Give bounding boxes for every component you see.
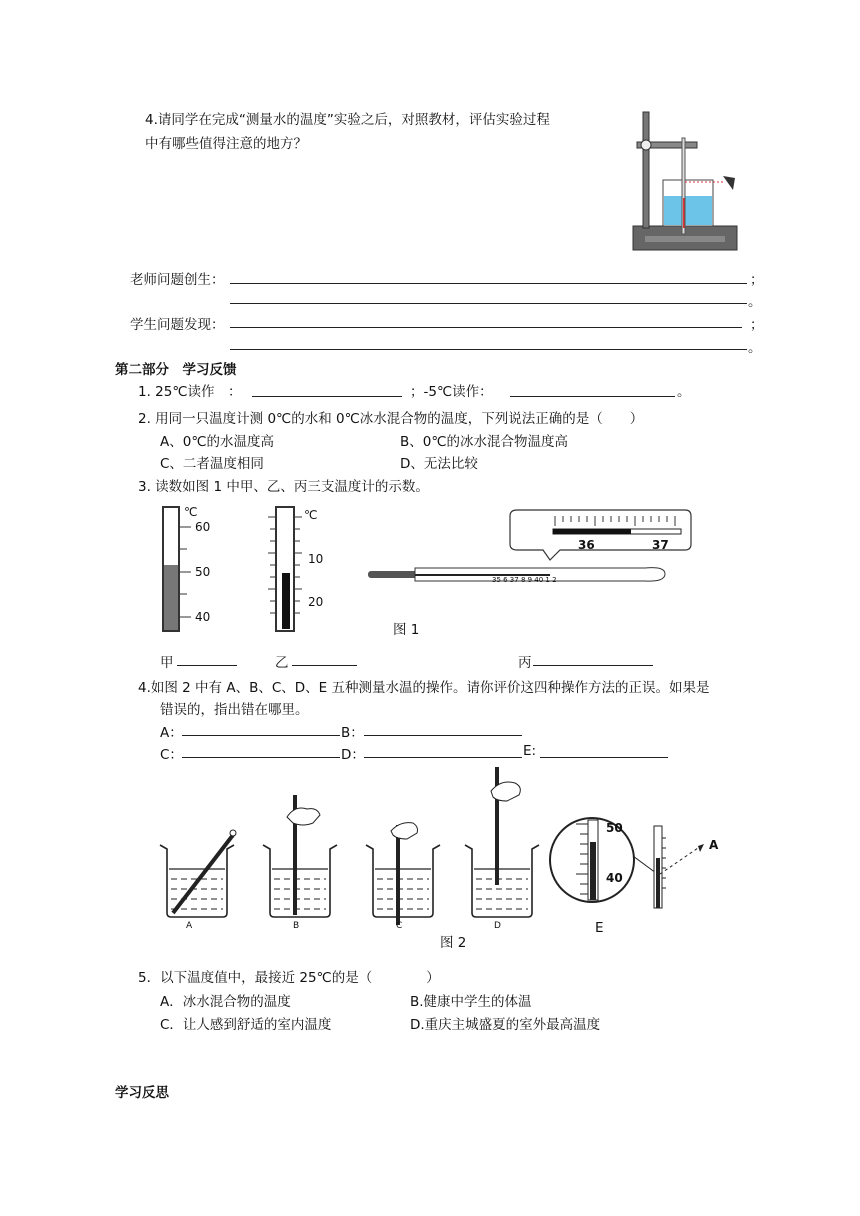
thermometer-yi (262, 505, 322, 635)
q3-jia-label: 甲 (160, 655, 174, 671)
teacher-question-label: 老师问题创生： (130, 272, 225, 288)
q2-option-a: A、0℃的水温度高 (160, 434, 274, 450)
q4-top-line1: 4.请同学在完成“测量水的温度”实验之后，对照教材，评估实验过程 (145, 112, 550, 128)
q5-stem: 5．以下温度值中，最接近 25℃的是（ ） (138, 970, 440, 986)
q4-a-answer-line[interactable] (182, 735, 340, 736)
t2-tick-10: 10 (308, 552, 324, 566)
q4-b-answer-line[interactable] (364, 735, 522, 736)
teacher-answer-line-2[interactable] (230, 303, 747, 304)
q4-e-label: E: (523, 743, 537, 759)
q4-d-label: D： (341, 747, 365, 763)
beaker-label-c: C (396, 921, 403, 931)
t3-zoom-37: 37 (652, 538, 669, 552)
q1-part-a: 1. 25℃读作 ： (138, 384, 242, 400)
q4-c-answer-line[interactable] (182, 757, 340, 758)
q4-d-answer-line[interactable] (364, 757, 522, 758)
q1-answer-line-1[interactable] (252, 396, 402, 397)
t2-tick-20: 20 (308, 595, 324, 609)
student-question-label: 学生问题发现： (130, 317, 225, 333)
q5-option-b: B.健康中学生的体温 (410, 994, 532, 1010)
q5-option-c: C．让人感到舒适的室内温度 (160, 1017, 332, 1033)
t1-tick-40: 40 (195, 610, 211, 624)
q1-end: 。 (677, 384, 691, 400)
q5-option-a: A．冰水混合物的温度 (160, 994, 291, 1010)
q2-stem: 2. 用同一只温度计测 0℃的水和 0℃冰水混合物的温度，下列说法正确的是（ ） (138, 411, 644, 427)
fig1-label: 图 1 (393, 622, 420, 638)
q4-e-answer-line[interactable] (540, 757, 668, 758)
beaker-label-d: D (494, 921, 501, 931)
teacher-answer-line-1[interactable] (230, 283, 747, 284)
semicolon-2: ； (750, 317, 764, 333)
q4-line2: 错误的，指出错在哪里。 (160, 702, 309, 718)
beaker-label-a: A (186, 921, 193, 931)
section2-title: 第二部分 学习反馈 (115, 362, 237, 378)
q4-b-label: B： (341, 725, 364, 741)
student-answer-line-1[interactable] (230, 327, 742, 328)
q3-bing-answer-line[interactable] (533, 665, 653, 666)
q4-a-label: A： (160, 725, 183, 741)
e-arrow-label: A (709, 838, 719, 852)
fig2-e-diagram (548, 808, 728, 920)
t1-tick-50: 50 (195, 565, 211, 579)
q1-answer-line-2[interactable] (510, 396, 675, 397)
fig2-beakers (155, 765, 555, 935)
thermometer-jia (155, 505, 230, 635)
q2-option-b: B、0℃的冰水混合物温度高 (400, 434, 569, 450)
period-2: 。 (748, 340, 762, 356)
q3-bing-label: 丙 (518, 655, 532, 671)
reflection-title: 学习反思 (115, 1085, 169, 1101)
q3-yi-label: 乙 (275, 655, 289, 671)
t3-scale-labels: 35 6 37 8 9 40 1 2 (492, 576, 557, 584)
q4-top-line2: 中有哪些值得注意的地方？ (145, 136, 307, 152)
q1-part-b: ；-5℃读作： (410, 384, 493, 400)
q2-option-c: C、二者温度相同 (160, 456, 264, 472)
q5-option-d: D.重庆主城盛夏的室外最高温度 (410, 1017, 601, 1033)
fig2-label: 图 2 (440, 935, 467, 951)
beaker-label-b: B (293, 921, 300, 931)
iron-stand-figure (625, 108, 750, 253)
t2-unit: ℃ (304, 508, 318, 522)
e-tick-40: 40 (606, 871, 623, 885)
q3-yi-answer-line[interactable] (292, 665, 357, 666)
q4-c-label: C： (160, 747, 183, 763)
t3-zoom-36: 36 (578, 538, 595, 552)
e-tick-50: 50 (606, 821, 623, 835)
t1-unit: ℃ (184, 505, 198, 519)
q3-stem: 3. 读数如图 1 中甲、乙、丙三支温度计的示数。 (138, 479, 429, 495)
fig2-e-label: E (595, 920, 604, 936)
t1-tick-60: 60 (195, 520, 211, 534)
q2-option-d: D、无法比较 (400, 456, 478, 472)
student-answer-line-2[interactable] (230, 349, 747, 350)
q3-jia-answer-line[interactable] (177, 665, 237, 666)
period-1: 。 (748, 294, 762, 310)
semicolon-1: ； (750, 272, 764, 288)
q4-line1: 4.如图 2 中有 A、B、C、D、E 五种测量水温的操作。请你评价这四种操作方法的正误。如果是 (138, 680, 710, 696)
